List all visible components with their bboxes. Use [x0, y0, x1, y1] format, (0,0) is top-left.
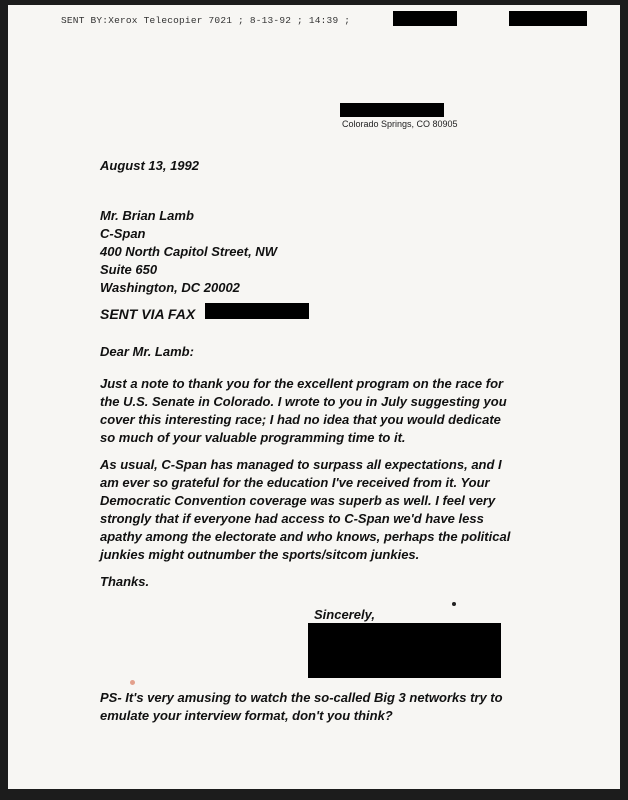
- paragraph-line: strongly that if everyone had access to C-Span we'd have less: [100, 511, 484, 526]
- recipient-address: [100, 207, 277, 297]
- paragraph-line: the U.S. Senate in Colorado. I wrote to you in July suggesting you: [100, 394, 507, 409]
- paragraph-line: apathy among the electorate and who knows, perhaps the political: [100, 529, 511, 544]
- paragraph-line: Just a note to thank you for the excellent program on the race for: [100, 376, 504, 391]
- paragraph-2: [100, 456, 510, 564]
- closing: Sincerely,: [314, 607, 375, 622]
- redaction-header-1: [393, 11, 457, 26]
- recipient-line: Washington, DC 20002: [100, 280, 240, 295]
- recipient-line: 400 North Capitol Street, NW: [100, 244, 277, 259]
- fax-header: SENT BY:Xerox Telecopier 7021 ; 8-13-92 ; 14:39 ;: [61, 15, 351, 26]
- postscript-line: PS- It's very amusing to watch the so-called Big 3 networks try to: [100, 690, 503, 705]
- recipient-line: C-Span: [100, 226, 146, 241]
- salutation: Dear Mr. Lamb:: [100, 344, 194, 359]
- letter-page: [8, 5, 620, 789]
- postscript: [100, 689, 503, 725]
- paragraph-line: so much of your valuable programming time to it.: [100, 430, 406, 445]
- sender-address: Colorado Springs, CO 80905: [342, 119, 458, 129]
- paragraph-line: cover this interesting race; I had no idea that you would dedicate: [100, 412, 501, 427]
- stray-mark-pink: [130, 680, 135, 685]
- recipient-line: Mr. Brian Lamb: [100, 208, 194, 223]
- paragraph-1: [100, 375, 507, 447]
- thanks: Thanks.: [100, 574, 150, 589]
- recipient-line: Suite 650: [100, 262, 158, 277]
- letter-date: August 13, 1992: [100, 158, 199, 173]
- sent-via-fax: SENT VIA FAX: [100, 306, 196, 322]
- postscript-line: emulate your interview format, don't you think?: [100, 708, 393, 723]
- paragraph-line: junkies might outnumber the sports/sitcom junkies.: [100, 547, 420, 562]
- stray-mark: [452, 602, 456, 606]
- redaction-signature: [308, 623, 501, 678]
- paragraph-line: Democratic Convention coverage was superb as well. I feel very: [100, 493, 496, 508]
- paragraph-line: am ever so grateful for the education I've received from it. Your: [100, 475, 490, 490]
- redaction-fax-number: [205, 303, 309, 319]
- redaction-sender-street: [340, 103, 444, 117]
- redaction-header-2: [509, 11, 587, 26]
- paragraph-line: As usual, C-Span has managed to surpass all expectations, and I: [100, 457, 502, 472]
